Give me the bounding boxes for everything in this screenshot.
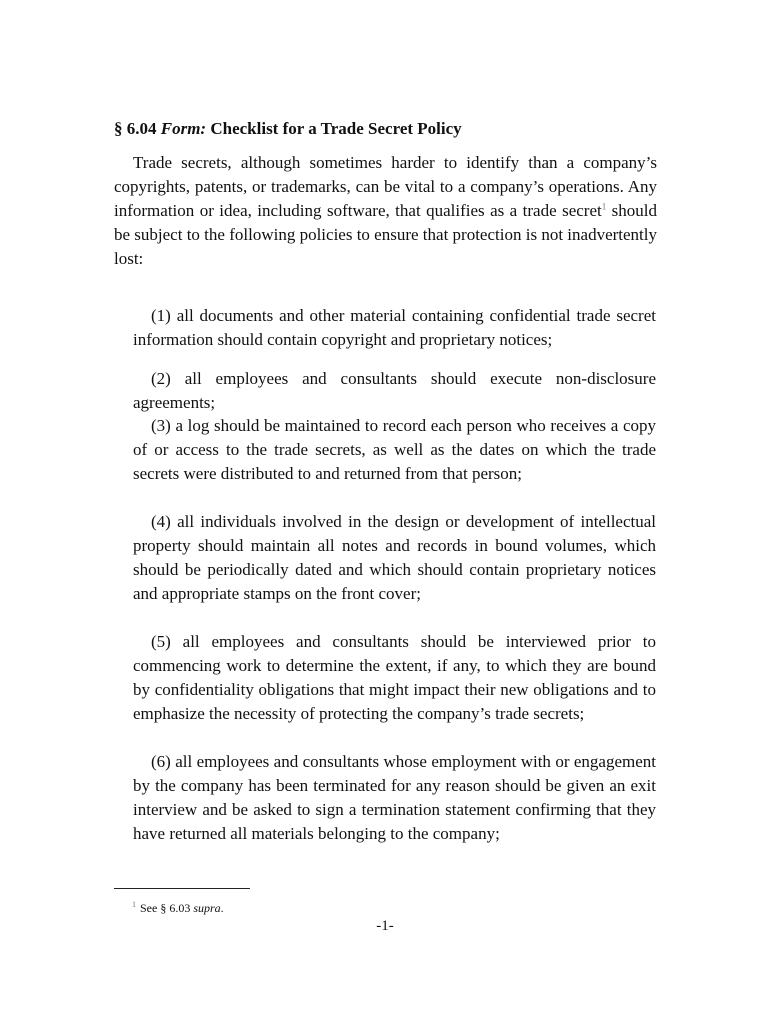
intro-text-before-note: Trade secrets, although sometimes harder to identify than a company’s copyrights, patents, or trademarks, can be vital to a company’s operations. Any information or idea, including software, that qualifies as a trade secret xyxy=(114,153,657,220)
footnote-reference: 1 xyxy=(601,201,607,212)
section-title: Checklist for a Trade Secret Policy xyxy=(210,119,462,138)
checklist-item-2: (2) all employees and consultants should execute non-disclosure agreements; xyxy=(133,369,656,412)
checklist-item-4: (4) all individuals involved in the design or development of intellectual property should maintain all notes and records in bound volumes, which should be periodically dated and which should contain proprietary notices and appropriate stamps on the front cover; xyxy=(133,512,656,603)
form-label: Form: xyxy=(160,119,207,138)
footnote-number: 1 xyxy=(132,900,136,909)
checklist-item-3: (3) a log should be maintained to record each person who receives a copy of or access to the trade secrets, as well as the dates on which the trade secrets were distributed to and returned from that person; xyxy=(133,416,656,483)
intro-paragraph xyxy=(114,151,657,271)
footnote-text: See § 6.03 xyxy=(140,901,194,915)
intro-text-after-note: should be subject to the following policies to ensure that protection is not inadvertently lost: xyxy=(114,201,657,268)
footnote-italic: supra xyxy=(193,901,221,915)
checklist-item-5: (5) all employees and consultants should be interviewed prior to commencing work to determine the extent, if any, to which they are bound by confidentiality obligations that might impact their new obligations and to emphasize the necessity of protecting the company’s trade secrets; xyxy=(133,632,656,723)
checklist-item-6: (6) all employees and consultants whose employment with or engagement by the company has been terminated for any reason should be given an exit interview and be asked to sign a termination statement confirming that they have returned all materials belonging to the company; xyxy=(133,752,656,843)
section-heading xyxy=(114,118,659,140)
checklist-item-1: (1) all documents and other material containing confidential trade secret information should contain copyright and proprietary notices; xyxy=(133,306,656,349)
section-number: § 6.04 xyxy=(114,119,157,138)
page-number: -1- xyxy=(376,918,394,934)
footnote xyxy=(132,897,224,916)
footnote-period: . xyxy=(220,901,224,915)
footnote-divider xyxy=(114,888,250,889)
